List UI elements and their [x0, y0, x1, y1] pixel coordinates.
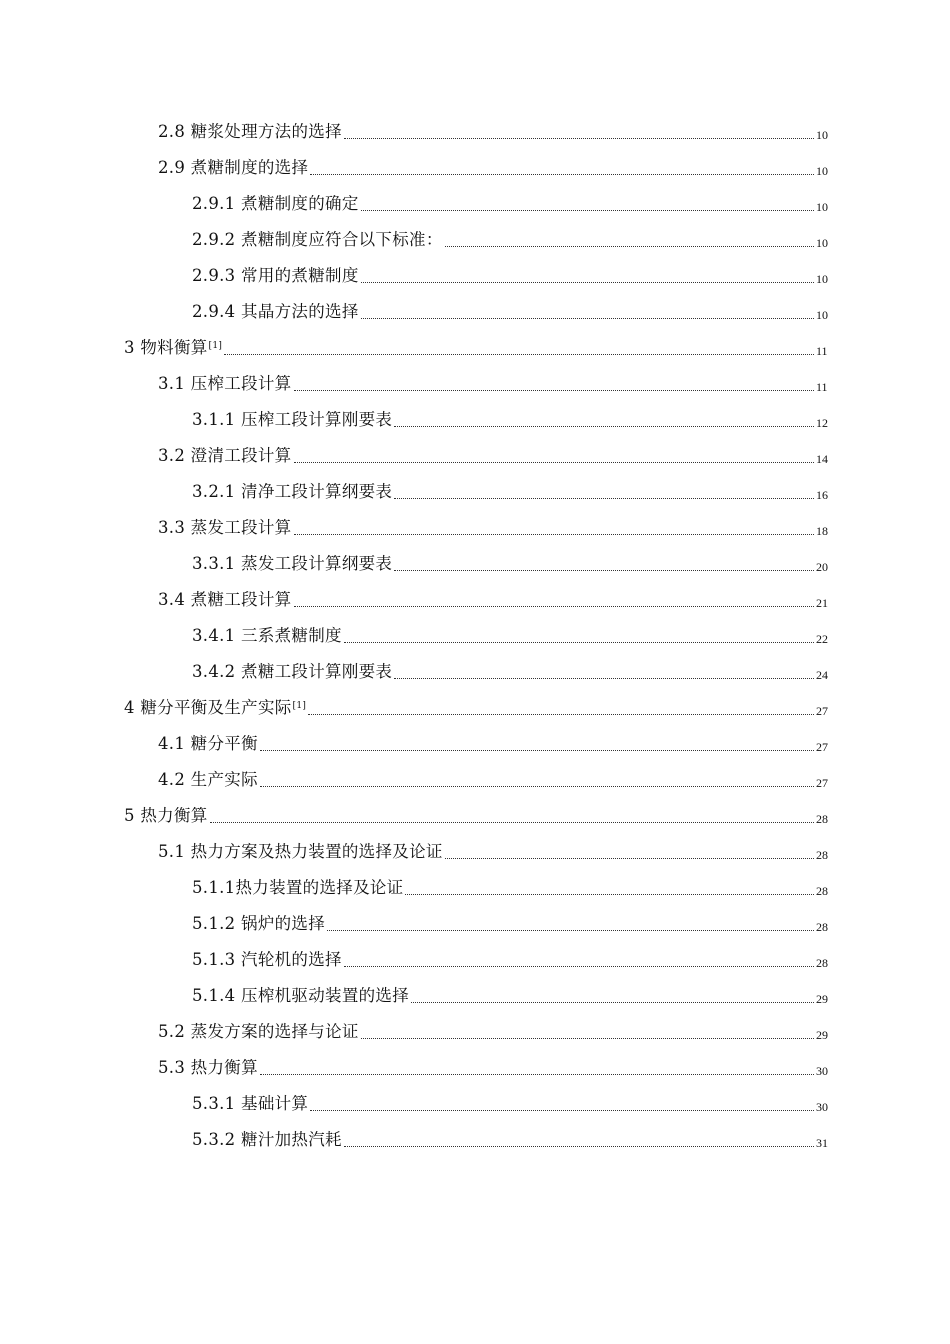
toc-entry[interactable]: [0, 184, 950, 220]
toc-entry-title-text: 5.3.2 糖汁加热汽耗: [192, 1130, 342, 1149]
toc-entry[interactable]: [0, 544, 950, 580]
toc-page-number: 28: [816, 920, 828, 934]
toc-entry-title: [158, 770, 258, 790]
toc-entry-title-text: 5.2 蒸发方案的选择与论证: [158, 1022, 359, 1041]
dot-leader: [344, 642, 814, 643]
toc-entry-title-text: 2.9.3 常用的煮糖制度: [192, 266, 359, 285]
toc-entry-title: [192, 230, 443, 250]
dot-leader: [344, 966, 814, 967]
toc-entry[interactable]: [0, 1048, 950, 1084]
toc-entry-title: [192, 662, 392, 682]
toc-page-number: 24: [816, 668, 828, 682]
toc-entry-title-text: 3.2.1 清净工段计算纲要表: [192, 482, 393, 501]
toc-entry-title: [192, 302, 359, 322]
toc-entry-title: [192, 194, 359, 214]
toc-entry-title-text: 2.9.1 煮糖制度的确定: [192, 194, 359, 213]
toc-entry[interactable]: [0, 616, 950, 652]
dot-leader: [344, 138, 814, 139]
toc-entry-title: [192, 626, 342, 646]
toc-page-number: 10: [816, 236, 828, 250]
toc-entry-title: [158, 122, 342, 142]
toc-entry-title-text: 4.2 生产实际: [158, 770, 258, 789]
toc-entry[interactable]: [0, 976, 950, 1012]
toc-page-number: 28: [816, 812, 828, 826]
toc-entry-title-text: 4 糖分平衡及生产实际: [124, 698, 292, 717]
toc-entry[interactable]: [0, 292, 950, 328]
toc-entry-title-text: 5.1.2 锅炉的选择: [192, 914, 326, 933]
dot-leader: [445, 246, 814, 247]
dot-leader: [394, 678, 814, 679]
toc-page-number: 28: [816, 884, 828, 898]
toc-page-number: 27: [816, 740, 828, 754]
toc-entry-title-text: 2.9.2 煮糖制度应符合以下标准：: [192, 230, 443, 249]
citation-ref: [1]: [292, 701, 307, 711]
toc-entry[interactable]: [0, 436, 950, 472]
toc-page-number: 31: [816, 1136, 828, 1150]
toc-entry-title: [124, 338, 222, 358]
dot-leader: [394, 570, 814, 571]
toc-entry-title: [158, 518, 292, 538]
toc-entry-title: [158, 590, 292, 610]
dot-leader: [361, 210, 814, 211]
toc-entry-title: [158, 1022, 359, 1042]
toc-page-number: 14: [816, 452, 828, 466]
toc-page-number: 28: [816, 848, 828, 862]
toc-entry-title: [192, 1094, 308, 1114]
dot-leader: [344, 1146, 814, 1147]
toc-page-number: 29: [816, 992, 828, 1006]
toc-page-number: 10: [816, 308, 828, 322]
toc-entry-title: [158, 842, 443, 862]
dot-leader: [260, 786, 814, 787]
toc-entry[interactable]: [0, 508, 950, 544]
toc-entry-title: [158, 1058, 258, 1078]
toc-entry[interactable]: [0, 220, 950, 256]
dot-leader: [394, 426, 814, 427]
toc-entry[interactable]: [0, 832, 950, 868]
dot-leader: [210, 822, 814, 823]
dot-leader: [445, 858, 814, 859]
toc-page-number: 10: [816, 200, 828, 214]
toc-entry-title-text: 5.3.1 基础计算: [192, 1094, 309, 1113]
toc-entry-title-text: 3.3.1 蒸发工段计算纲要表: [192, 554, 393, 573]
toc-entry-title-text: 4.1 糖分平衡: [158, 734, 258, 753]
toc-entry[interactable]: [0, 112, 950, 148]
dot-leader: [294, 606, 815, 607]
dot-leader: [260, 750, 814, 751]
toc-entry[interactable]: [0, 724, 950, 760]
toc-entry-title-text: 5.1.1热力装置的选择及论证: [192, 878, 404, 897]
toc-entry-title-text: 2.9.4 其晶方法的选择: [192, 302, 359, 321]
toc-entry-title-text: 3.3 蒸发工段计算: [158, 518, 292, 537]
toc-entry-title-text: 3.4.1 三系煮糖制度: [192, 626, 342, 645]
toc-page-number: 11: [816, 344, 828, 358]
toc-entry-title: [192, 410, 392, 430]
dot-leader: [260, 1074, 814, 1075]
toc-page-number: 10: [816, 272, 828, 286]
toc-entry[interactable]: [0, 364, 950, 400]
toc-entry-title: [192, 1130, 342, 1150]
toc-entry[interactable]: [0, 328, 950, 364]
toc-entry-title: [192, 266, 359, 286]
toc-entry-title: [158, 158, 308, 178]
toc-entry-title: [124, 698, 306, 718]
toc-entry[interactable]: [0, 796, 950, 832]
toc-entry-title: [158, 374, 292, 394]
dot-leader: [361, 282, 814, 283]
toc-entry-title-text: 5.1 热力方案及热力装置的选择及论证: [158, 842, 443, 861]
toc-page-number: 21: [816, 596, 828, 610]
toc-entry-title-text: 3 物料衡算: [124, 338, 208, 357]
toc-page-number: 16: [816, 488, 828, 502]
toc-entry-title: [192, 914, 325, 934]
toc-entry[interactable]: [0, 400, 950, 436]
toc-entry[interactable]: [0, 472, 950, 508]
toc-entry-title: [192, 482, 392, 502]
toc-entry-title-text: 5 热力衡算: [124, 806, 208, 825]
dot-leader: [394, 498, 814, 499]
toc-entry-title-text: 5.1.3 汽轮机的选择: [192, 950, 342, 969]
dot-leader: [411, 1002, 814, 1003]
toc-entry[interactable]: [0, 940, 950, 976]
toc-page-number: 28: [816, 956, 828, 970]
dot-leader: [294, 390, 815, 391]
toc-entry-title: [192, 986, 409, 1006]
toc-entry-title: [158, 446, 292, 466]
toc-entry[interactable]: [0, 256, 950, 292]
toc-page-number: 27: [816, 776, 828, 790]
toc-entry[interactable]: [0, 1012, 950, 1048]
toc-entry-title: [192, 554, 392, 574]
toc-entry-title: [192, 950, 342, 970]
toc-page-number: 29: [816, 1028, 828, 1042]
toc-entry-title-text: 5.3 热力衡算: [158, 1058, 258, 1077]
dot-leader: [308, 714, 814, 715]
toc-entry-title-text: 3.4.2 煮糖工段计算刚要表: [192, 662, 393, 681]
toc-entry[interactable]: [0, 148, 950, 184]
dot-leader: [361, 318, 814, 319]
toc-page-number: 20: [816, 560, 828, 574]
dot-leader: [405, 894, 814, 895]
toc-entry-title-text: 5.1.4 压榨机驱动装置的选择: [192, 986, 410, 1005]
toc-entry-title-text: 2.9 煮糖制度的选择: [158, 158, 309, 177]
toc-entry[interactable]: [0, 868, 950, 904]
dot-leader: [224, 354, 814, 355]
toc-entry[interactable]: [0, 904, 950, 940]
toc-page-number: 12: [816, 416, 828, 430]
toc-page-number: 10: [816, 164, 828, 178]
toc-entry-title-text: 3.1 压榨工段计算: [158, 374, 292, 393]
toc-page-number: 18: [816, 524, 828, 538]
dot-leader: [310, 174, 814, 175]
toc-entry[interactable]: [0, 760, 950, 796]
toc-page-number: 11: [816, 380, 828, 394]
toc-page-number: 10: [816, 128, 828, 142]
dot-leader: [294, 534, 815, 535]
toc-entry[interactable]: [0, 1120, 950, 1156]
toc-entry[interactable]: [0, 580, 950, 616]
dot-leader: [310, 1110, 814, 1111]
toc-entry-title-text: 3.2 澄清工段计算: [158, 446, 292, 465]
toc-page-number: 27: [816, 704, 828, 718]
toc-entry[interactable]: [0, 1084, 950, 1120]
table-of-contents: [0, 112, 950, 1156]
toc-entry-title: [158, 734, 258, 754]
toc-page-number: 30: [816, 1100, 828, 1114]
toc-entry-title: [124, 806, 208, 826]
dot-leader: [327, 930, 814, 931]
toc-entry-title-text: 2.8 糖浆处理方法的选择: [158, 122, 342, 141]
toc-entry-title: [192, 878, 403, 898]
toc-page-number: 30: [816, 1064, 828, 1078]
toc-entry-title-text: 3.1.1 压榨工段计算刚要表: [192, 410, 393, 429]
toc-page-number: 22: [816, 632, 828, 646]
dot-leader: [361, 1038, 814, 1039]
toc-entry[interactable]: [0, 688, 950, 724]
toc-entry[interactable]: [0, 652, 950, 688]
dot-leader: [294, 462, 815, 463]
toc-entry-title-text: 3.4 煮糖工段计算: [158, 590, 292, 609]
citation-ref: [1]: [208, 341, 223, 351]
